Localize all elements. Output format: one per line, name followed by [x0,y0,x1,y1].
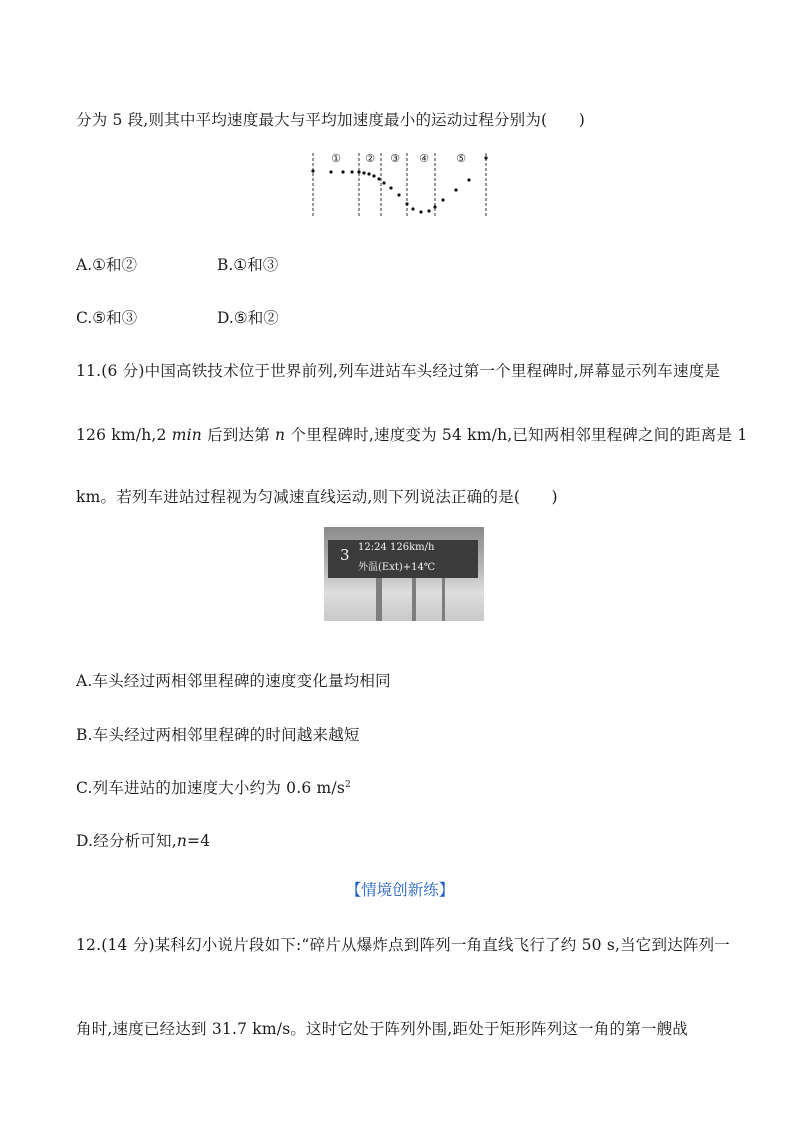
dot [405,202,408,205]
dot [350,170,353,173]
dot [362,171,365,174]
dot [419,210,422,213]
dot [397,193,400,196]
dot [484,156,487,159]
support-post [412,578,416,621]
q10-option-a: A.①和② [76,256,138,274]
display-line-1: 12:24 126km/h [358,542,435,553]
q12-line-2: 角时,速度已经达到 31.7 km/s。这时它处于阵列外围,距处于矩形阵列这一角的第一艘战 [76,1020,688,1038]
strobe-figure [300,148,500,220]
q10-option-d: D.⑤和② [217,309,279,327]
q11-option-b: B.车头经过两相邻里程碑的时间越来越短 [76,726,360,744]
dot [441,198,444,201]
segment-label-5: ⑤ [456,152,466,165]
support-post [442,578,445,621]
q11-option-d: D.经分析可知,n=4 [76,832,211,850]
segment-label-4: ④ [419,152,429,165]
dot [427,209,430,212]
dot [454,188,457,191]
dot [382,181,385,184]
q10-option-c: C.⑤和③ [76,309,138,327]
dot [341,170,344,173]
support-post [376,578,382,621]
q12-line-1: 12.(14 分)某科幻小说片段如下:“碎片从爆炸点到阵列一角直线飞行了约 50 s,当它到达阵列一 [76,936,731,954]
q11-line-1: 11.(6 分)中国高铁技术位于世界前列,列车进站车头经过第一个里程碑时,屏幕显示列车速度是 [76,362,721,380]
dot [357,170,360,173]
display-car-number: 3 [340,546,350,564]
dot [311,169,314,172]
dot [411,207,414,210]
dot [367,172,370,175]
segment-label-3: ③ [390,152,400,165]
q11-line-3: km。若列车进站过程视为匀减速直线运动,则下列说法正确的是( ) [76,488,558,506]
q11-option-a: A.车头经过两相邻里程碑的速度变化量均相同 [76,672,391,690]
display-line-2: 外温(Ext)+14℃ [358,562,436,573]
dot [467,178,470,181]
dot [329,170,332,173]
q10-option-b: B.①和③ [217,256,279,274]
dot [389,186,392,189]
dot [377,177,380,180]
dot [433,205,436,208]
segment-label-2: ② [365,152,375,165]
q10-stem: 分为 5 段,则其中平均速度最大与平均加速度最小的运动过程分别为( ) [76,111,585,129]
segment-label-1: ① [331,152,341,165]
q11-option-c: C.列车进站的加速度大小约为 0.6 $m/s^2$ [76,779,351,797]
q11-line-2: 126 km/h,2 min 后到达第 n 个里程碑时,速度变为 54 km/h,已知两相邻里程碑之间的距离是 1 [76,426,748,444]
dot [372,174,375,177]
train-display-photo [324,527,484,621]
section-title: 【情境创新练】 [345,881,455,899]
